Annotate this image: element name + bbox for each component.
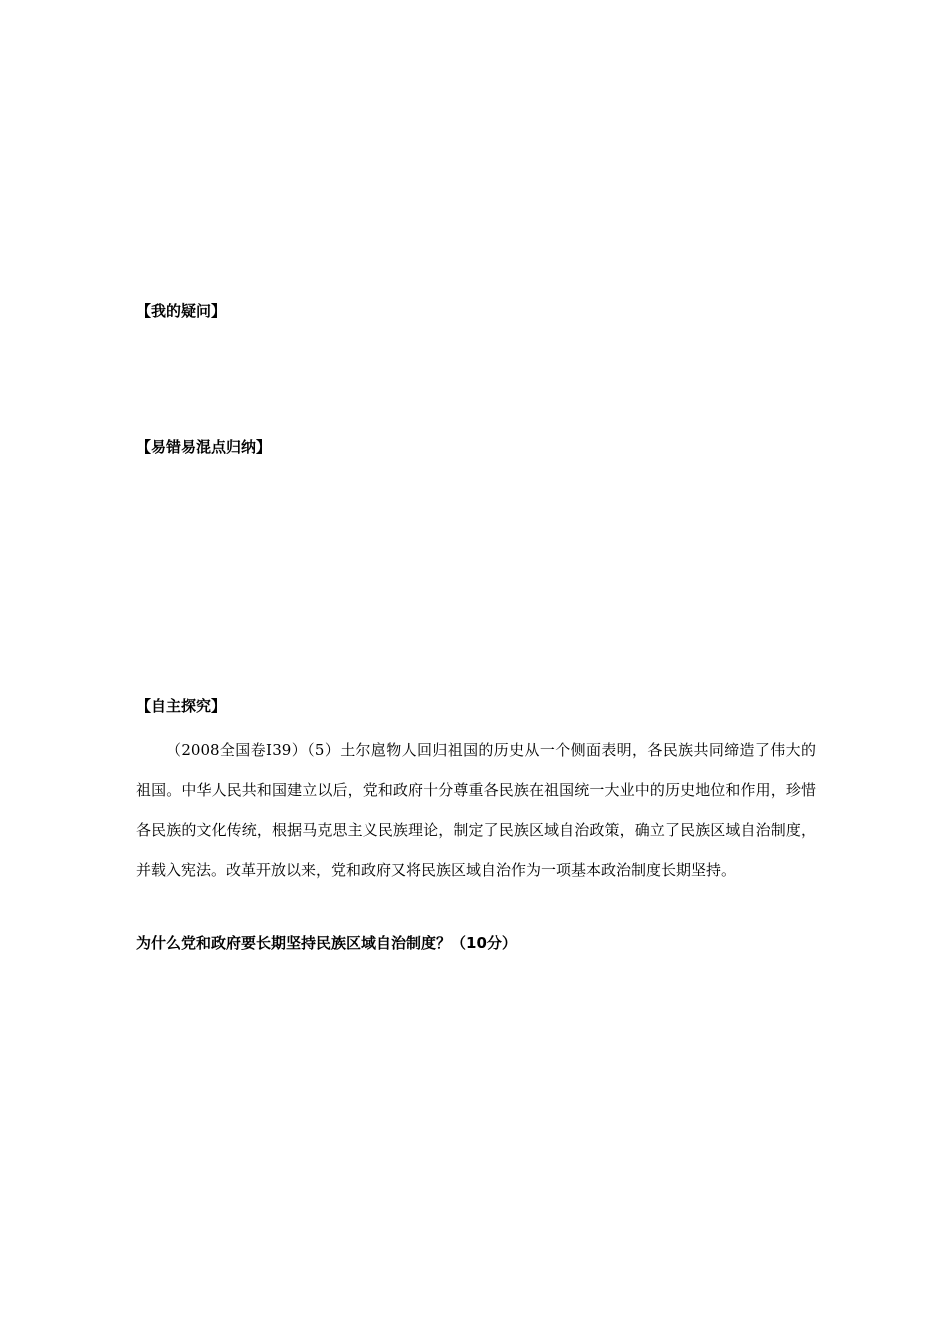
section-heading-self-inquiry: 【自主探究】 bbox=[136, 697, 227, 715]
section-heading-my-questions: 【我的疑问】 bbox=[136, 302, 227, 320]
inquiry-question: 为什么党和政府要长期坚持民族区域自治制度？（10分） bbox=[136, 934, 517, 952]
section-heading-error-summary: 【易错易混点归纳】 bbox=[136, 438, 272, 456]
inquiry-passage: （2008全国卷Ⅰ39）（5）土尔扈物人回归祖国的历史从一个侧面表明，各民族共同缔造了伟大的祖国。中华人民共和国建立以后，党和政府十分尊重各民族在祖国统一大业中的历史地位和作用，珍惜各民族的文化传统，根据马克思主义民族理论，制定了民族区域自治政策，确立了民族区域自治制度，并载入宪法。改革开放以来，党和政府又将民族区域自治作为一项基本政治制度长期坚持。 bbox=[136, 741, 816, 879]
